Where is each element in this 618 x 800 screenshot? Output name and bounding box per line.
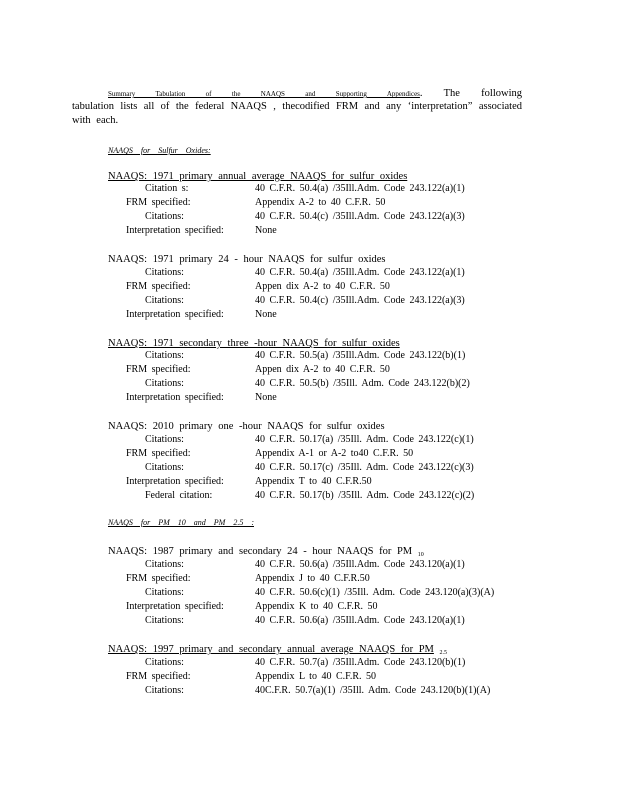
row-value: 40 C.F.R. 50.5(a) /35Ill.Adm. Code 243.122(b)(1) [255,350,466,361]
row-label: Citations: [145,350,184,361]
row-value: 40 C.F.R. 50.5(b) /35Ill. Adm. Code 243.122(b)(2) [255,378,470,389]
row-value: Appendix A-2 to 40 C.F.R. 50 [255,197,386,208]
row-label: Citations: [145,615,184,626]
row-label: FRM specified: [126,448,191,459]
row-label: Citations: [145,685,184,696]
row-label: FRM specified: [126,281,191,292]
intro-line-1 [72,88,522,100]
row-value: Appen dix A-2 to 40 C.F.R. 50 [255,281,390,292]
row-label: Federal citation: [145,490,213,501]
row-label: Interpretation specified: [126,225,224,236]
row-label: FRM specified: [126,364,191,375]
row-value: Appendix J to 40 C.F.R.50 [255,573,370,584]
entry-heading-sub: 10 [417,552,424,558]
row-value: None [255,309,277,320]
row-value: 40C.F.R. 50.7(a)(1) /35Ill. Adm. Code 243.120(b)(1)(A) [255,685,491,696]
row-label: Interpretation specified: [126,392,224,403]
row-value: 40 C.F.R. 50.4(a) /35Ill.Adm. Code 243.122(a)(1) [255,267,465,278]
entry-heading: NAAQS: 2010 primary one -hour NAAQS for sulfur oxides [108,421,385,432]
entry-heading: NAAQS: 1971 primary annual average NAAQS for sulfur oxides [108,171,408,182]
row-label: Citations: [145,657,184,668]
row-label: FRM specified: [126,197,191,208]
row-value: 40 C.F.R. 50.6(a) /35Ill.Adm. Code 243.120(a)(1) [255,559,465,570]
row-label: FRM specified: [126,671,191,682]
row-label: FRM specified: [126,573,191,584]
row-value: None [255,392,277,403]
row-value: 40 C.F.R. 50.4(c) /35Ill.Adm. Code 243.122(a)(3) [255,295,465,306]
row-label: Citations: [145,434,184,445]
row-value: 40 C.F.R. 50.6(c)(1) /35Ill. Adm. Code 243.120(a)(3)(A) [255,587,495,598]
row-label: Citations: [145,559,184,570]
row-value: 40 C.F.R. 50.6(a) /35Ill.Adm. Code 243.120(a)(1) [255,615,465,626]
row-label: Citations: [145,462,184,473]
row-value: Appendix T to 40 C.F.R.50 [255,476,372,487]
row-label: Interpretation specified: [126,309,224,320]
summary-label: Summary Tabulation of the NAAQS and Supporting Appendices [108,90,420,98]
entry-heading: NAAQS: 1971 secondary three -hour NAAQS for sulfur oxides [108,338,400,349]
row-label: Citations: [145,295,184,306]
intro-line-1-tail: . The following [419,88,523,99]
entry-heading: NAAQS: 1971 primary 24 - hour NAAQS for sulfur oxides [108,254,386,265]
entry-heading-text: NAAQS: 1997 primary and secondary annual average NAAQS for PM [108,644,434,655]
row-value: Appen dix A-2 to 40 C.F.R. 50 [255,364,390,375]
row-value: None [255,225,277,236]
row-value: 40 C.F.R. 50.17(c) /35Ill. Adm. Code 243.122(c)(3) [255,462,474,473]
row-label: Citation s: [145,183,189,194]
row-value: Appendix A-1 or A-2 to40 C.F.R. 50 [255,448,414,459]
entry-heading-sub: 2.5 [439,650,448,656]
section-title-pm: NAAQS for PM 10 and PM 2.5 : [108,518,254,527]
row-value: 40 C.F.R. 50.17(b) /35Ill. Adm. Code 243.122(c)(2) [255,490,475,501]
row-value: 40 C.F.R. 50.4(c) /35Ill.Adm. Code 243.122(a)(3) [255,211,465,222]
row-label: Interpretation specified: [126,601,224,612]
row-label: Citations: [145,587,184,598]
row-value: Appendix K to 40 C.F.R. 50 [255,601,378,612]
intro-line-3: with each. [72,115,119,126]
row-value: 40 C.F.R. 50.17(a) /35Ill. Adm. Code 243.122(c)(1) [255,434,474,445]
intro-line-2: tabulation lists all of the federal NAAQS , thecodified FRM and any ‘interpretation” associated [72,101,522,112]
entry-heading-text: NAAQS: 1987 primary and secondary 24 - hour NAAQS for PM [108,546,413,557]
row-value: 40 C.F.R. 50.4(a) /35Ill.Adm. Code 243.122(a)(1) [255,183,465,194]
section-title-sulfur-oxides: NAAQS for Sulfur Oxides: [108,146,211,155]
row-label: Interpretation specified: [126,476,224,487]
row-label: Citations: [145,378,184,389]
row-label: Citations: [145,211,184,222]
row-label: Citations: [145,267,184,278]
row-value: Appendix L to 40 C.F.R. 50 [255,671,377,682]
row-value: 40 C.F.R. 50.7(a) /35Ill.Adm. Code 243.120(b)(1) [255,657,466,668]
